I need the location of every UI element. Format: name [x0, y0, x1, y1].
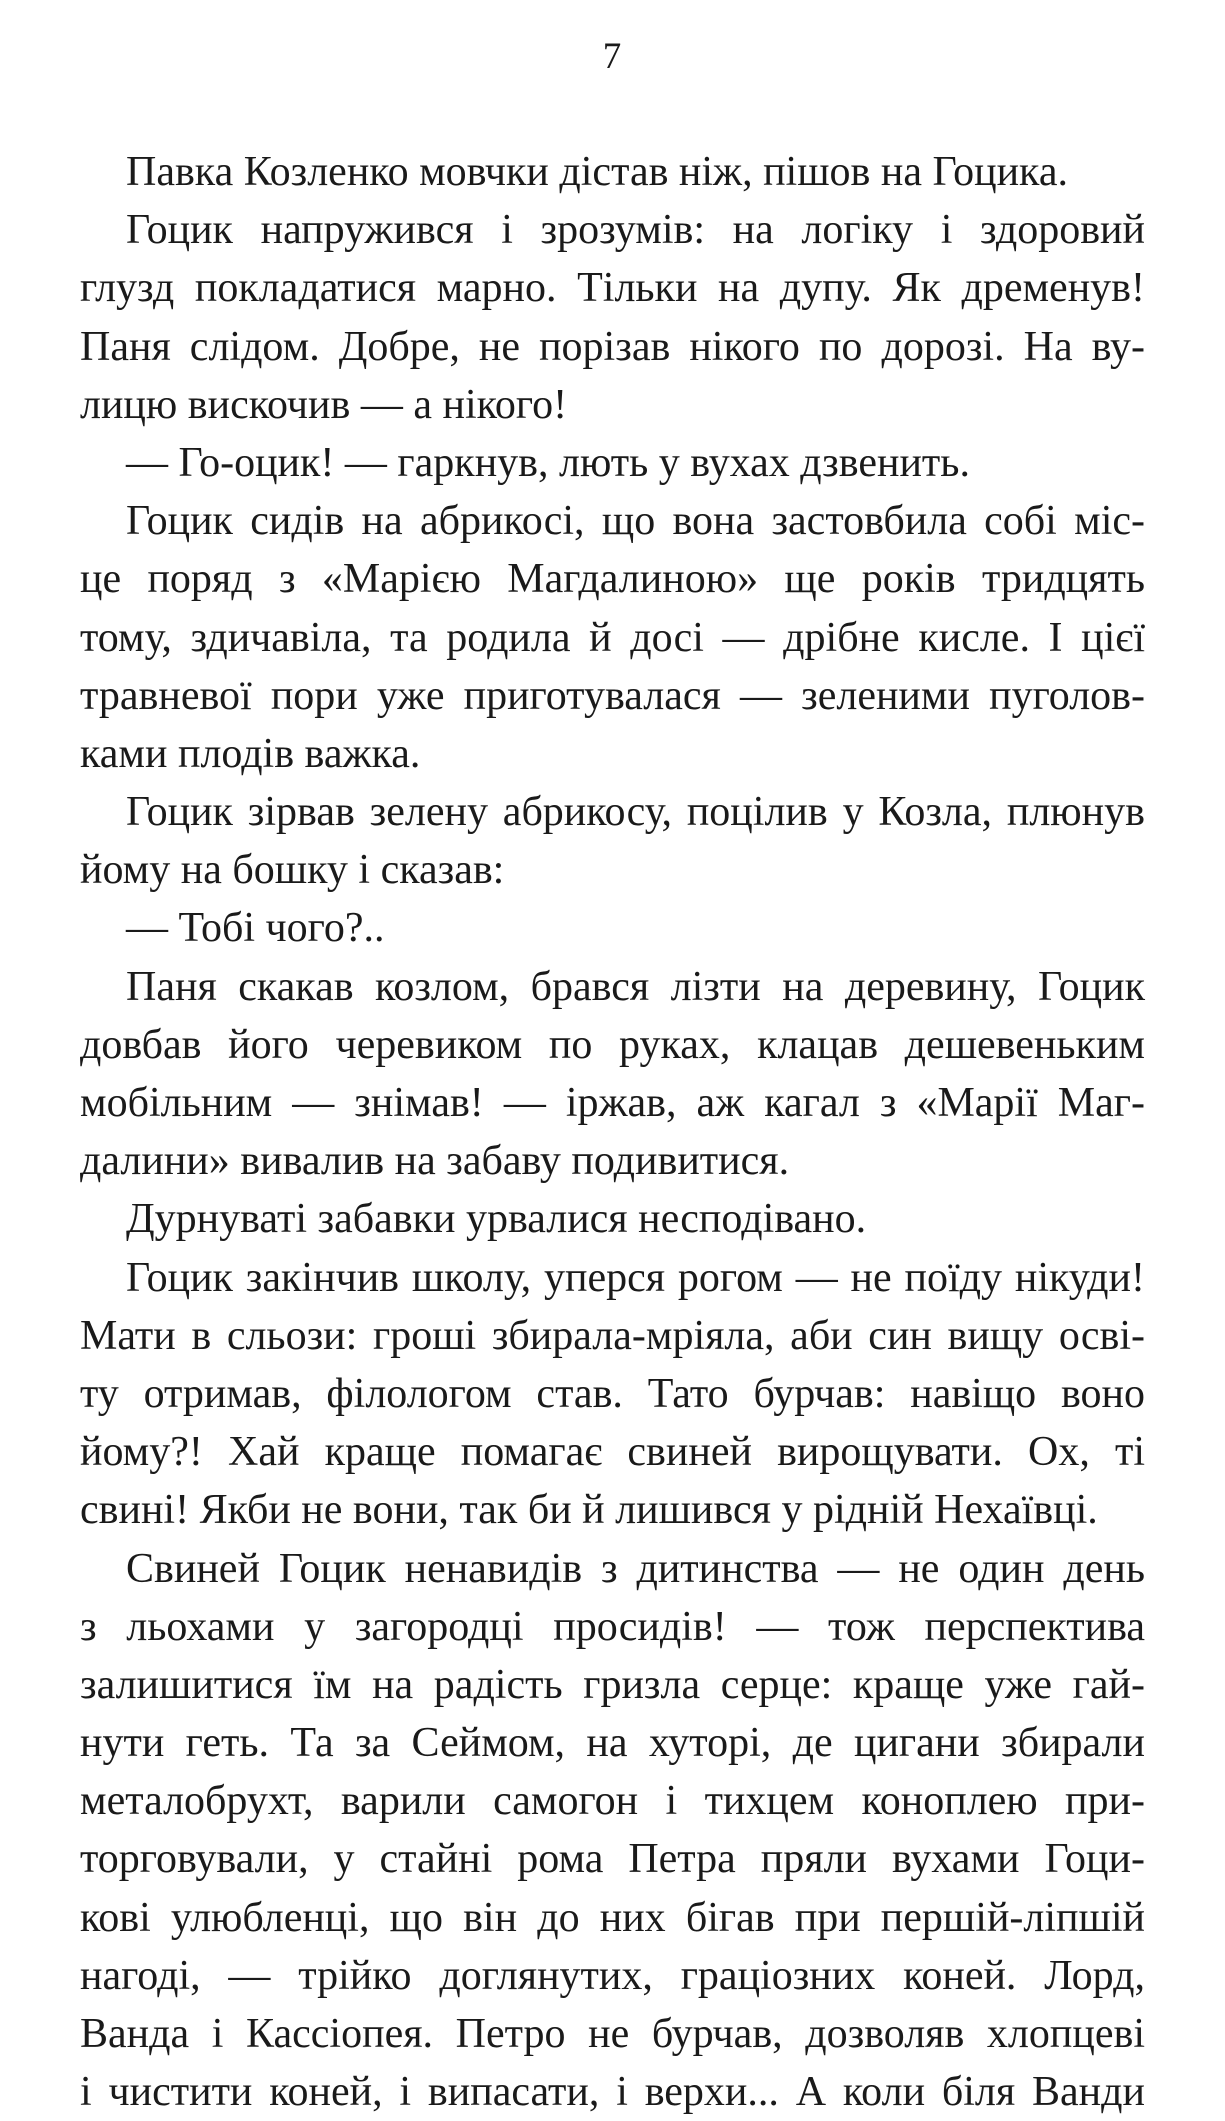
body-text	[80, 143, 1145, 2121]
text-line: кові улюбленці, що він до них бігав при першій-ліпшій	[80, 1894, 1145, 1941]
text-line: ками плодів важка.	[80, 730, 421, 777]
text-line: і чистити коней, і випасати, і верхи... А коли біля Ванди	[80, 2069, 1145, 2116]
text-line: нагоді, — трійко доглянутих, граціозних коней. Лорд,	[80, 1952, 1145, 1999]
text-line: Павка Козленко мовчки дістав ніж, пішов на Гоцика.	[126, 149, 1068, 195]
text-line: глузд покладатися марно. Тільки на дупу. Як дременув!	[80, 265, 1145, 312]
text-line: Дурнуваті забавки урвалися несподівано.	[126, 1196, 867, 1243]
text-line: Паня слідом. Добре, не порізав нікого по дорозі. На ву-	[80, 323, 1145, 370]
text-line: торговували, у стайні рома Петра пряли вухами Гоци-	[80, 1836, 1145, 1883]
text-line: Гоцик зірвав зелену абрикосу, поцілив у Козла, плюнув	[126, 789, 1145, 836]
text-line: Гоцик сидів на абрикосі, що вона застовбила собі міс-	[126, 498, 1145, 545]
text-line: йому на бошку і сказав:	[80, 847, 505, 894]
text-line: йому?! Хай краще помагає свиней вирощувати. Ох, ті	[80, 1429, 1145, 1476]
text-line: металобрухт, варили самогон і тихцем коноплею при-	[80, 1778, 1145, 1825]
text-line: Гоцик закінчив школу, уперся рогом — не поїду нікуди!	[126, 1254, 1145, 1301]
text-line: — Тобі чого?..	[126, 905, 385, 952]
text-line: залишитися їм на радість гризла серце: краще уже гай-	[80, 1661, 1145, 1708]
text-line: ту отримав, філологом став. Тато бурчав: навіщо воно	[80, 1370, 1145, 1417]
page-number: 7	[602, 36, 623, 77]
text-line: далини» вивалив на забаву подивитися.	[80, 1138, 790, 1185]
text-line: Свиней Гоцик ненавидів з дитинства — не один день	[126, 1545, 1145, 1592]
text-line: травневої пори уже приготувалася — зеленими пуголов-	[80, 672, 1145, 719]
text-line: це поряд з «Марією Магдалиною» ще років тридцять	[80, 556, 1145, 603]
text-line: довбав його черевиком по руках, клацав дешевеньким	[80, 1021, 1145, 1068]
text-line: Гоцик напружився і зрозумів: на логіку і здоровий	[126, 207, 1145, 254]
text-line: з льохами у загородці просидів! — тож перспектива	[80, 1603, 1145, 1650]
text-line: лицю вискочив — а нікого!	[80, 381, 568, 428]
text-line: мобільним — знімав! — іржав, аж кагал з «Марії Маг-	[80, 1080, 1145, 1126]
text-line: Мати в сльози: гроші збирала-мріяла, аби син вищу осві-	[80, 1312, 1145, 1359]
text-line: свині! Якби не вони, так би й лишився у рідній Нехаївці.	[80, 1487, 1098, 1534]
text-line: Ванда і Кассіопея. Петро не бурчав, дозволяв хлопцеві	[80, 2011, 1145, 2057]
text-line: Паня скакав козлом, брався лізти на деревину, Гоцик	[126, 963, 1145, 1010]
text-line: — Го-оцик! — гаркнув, лють у вухах дзвенить.	[126, 439, 970, 486]
text-line: тому, здичавіла, та родила й досі — дрібне кисле. І цієї	[80, 614, 1145, 661]
text-line: нути геть. Та за Сеймом, на хуторі, де цигани збирали	[80, 1720, 1145, 1767]
